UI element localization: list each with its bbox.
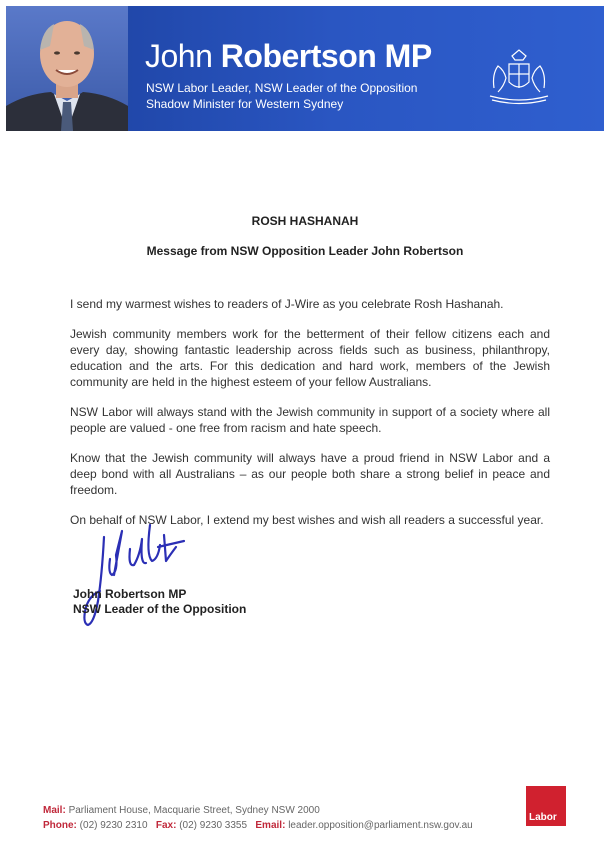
mail-address: Parliament House, Macquarie Street, Sydney NSW 2000 — [68, 805, 320, 816]
email-address: leader.opposition@parliament.nsw.gov.au — [288, 820, 473, 831]
header-name — [145, 40, 432, 72]
portrait-photo — [6, 6, 128, 131]
letter-title: ROSH HASHANAH — [251, 214, 359, 228]
letterhead-banner — [6, 6, 604, 131]
paragraph: Know that the Jewish community will always have a proud friend in NSW Labor and a deep bond with all Australians – as our people both share a strong belief in peace and freedom. — [70, 451, 550, 497]
header-last-name: Robertson MP — [220, 38, 432, 74]
signatory-role: NSW Leader of the Opposition — [73, 602, 247, 616]
header-position-line: NSW Labor Leader, NSW Leader of the Opposition — [146, 81, 418, 95]
phone-label: Phone: — [43, 820, 77, 831]
labor-logo — [526, 786, 566, 826]
letter-subtitle: Message from NSW Opposition Leader John Robertson — [146, 244, 464, 258]
header-portfolio-line: Shadow Minister for Western Sydney — [146, 97, 344, 111]
phone-number: (02) 9230 2310 — [79, 820, 148, 831]
signatory-name: John Robertson MP — [73, 587, 187, 601]
mail-label: Mail: — [43, 805, 66, 816]
paragraph: NSW Labor will always stand with the Jewish community in support of a society where all people are valued - one free from racism and hate speech. — [70, 405, 550, 435]
labor-logo-text: Labor — [529, 812, 557, 823]
fax-number: (02) 9230 3355 — [179, 820, 248, 831]
header-first-name: John — [145, 38, 213, 74]
footer-contact-line — [43, 820, 473, 831]
paragraph: On behalf of NSW Labor, I extend my best wishes and wish all readers a successful year. — [70, 513, 544, 527]
paragraph: Jewish community members work for the betterment of their fellow citizens each and every day, showing fantastic leadership across fields such as business, philanthropy, education and the arts. For this dedication and hard work, members of the Jewish community are held in the highest esteem of your fellow Australians. — [70, 327, 550, 389]
paragraph: I send my warmest wishes to readers of J-Wire as you celebrate Rosh Hashanah. — [70, 297, 504, 311]
fax-label: Fax: — [155, 820, 177, 831]
nsw-coat-of-arms-icon — [484, 44, 554, 106]
letter-body — [70, 296, 550, 542]
email-label: Email: — [255, 820, 286, 831]
footer-mail-line — [43, 805, 320, 816]
